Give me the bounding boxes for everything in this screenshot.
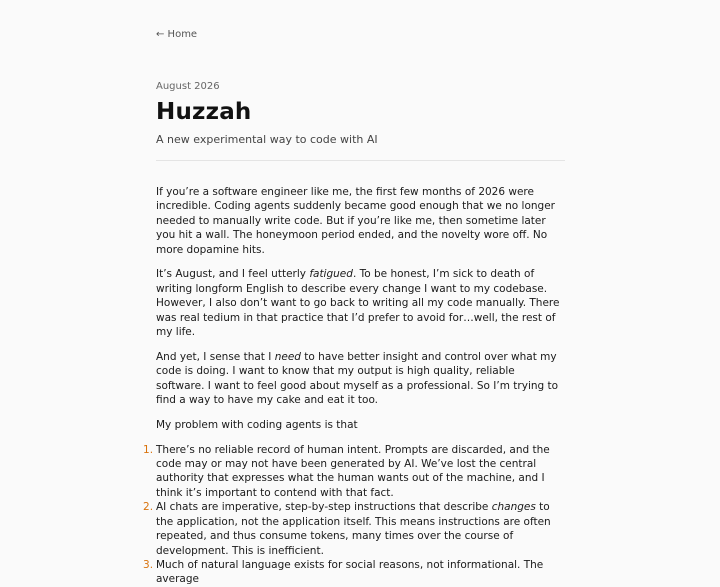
emphasis-need: need [274,350,301,363]
emphasis-changes: changes [491,501,536,514]
paragraph-need-end: to have better insight and control over what my code is doing. I want to know that my output is high quality, reliable software. I want to feel good about myself as a professional. So I’m trying to find a way to have my cake and eat it too. [156,350,559,407]
article-body [156,185,566,587]
home-link[interactable]: ← Home [156,29,198,40]
page-title: Huzzah [156,99,252,125]
list-item-end: to the application, not the application itself. This means instructions are often repeated, and thus consume tokens, many times over the course of development. This is inefficient. [156,501,551,557]
paragraph-problem-intro: My problem with coding agents is that [156,418,358,431]
header-divider [156,160,565,161]
paragraph-fatigue-end: . To be honest, I’m sick to death of writing longform English to describe every change I want to my codebase. However, I also don’t want to go back to writing all my code manually. There was real tedium in that practice that I’d prefer to avoid for…well, the rest of my life. [156,268,560,339]
list-item: Much of natural language exists for social reasons, not informational. The average [156,558,544,586]
list-item-start: AI chats are imperative, step-by-step instructions that describe [156,501,492,514]
paragraph-fatigue-start: It’s August, and I feel utterly [156,268,310,281]
paragraph-fatigue [156,267,566,339]
paragraph-need-start: And yet, I sense that I [156,350,275,363]
list-item: There’s no reliable record of human intent. Prompts are discarded, and the code may or may not have been generated by AI. We’ve lost the central authority that expresses what the human wants out of the machine, and I think it’s important to contend with that fact. [156,443,550,499]
problem-list [156,443,566,587]
page-subtitle: A new experimental way to code with AI [156,133,378,146]
emphasis-fatigued: fatigued [309,268,353,281]
post-date: August 2026 [156,81,220,92]
paragraph-need [156,350,566,408]
paragraph-intro: If you’re a software engineer like me, the first few months of 2026 were incredible. Coding agents suddenly became good enough that we no longer needed to manually write code. But if you’re like me, then sometime later you hit a wall. The honeymoon period ended, and the novelty wore off. No more dopamine hits. [156,186,555,256]
list-item [156,500,566,558]
